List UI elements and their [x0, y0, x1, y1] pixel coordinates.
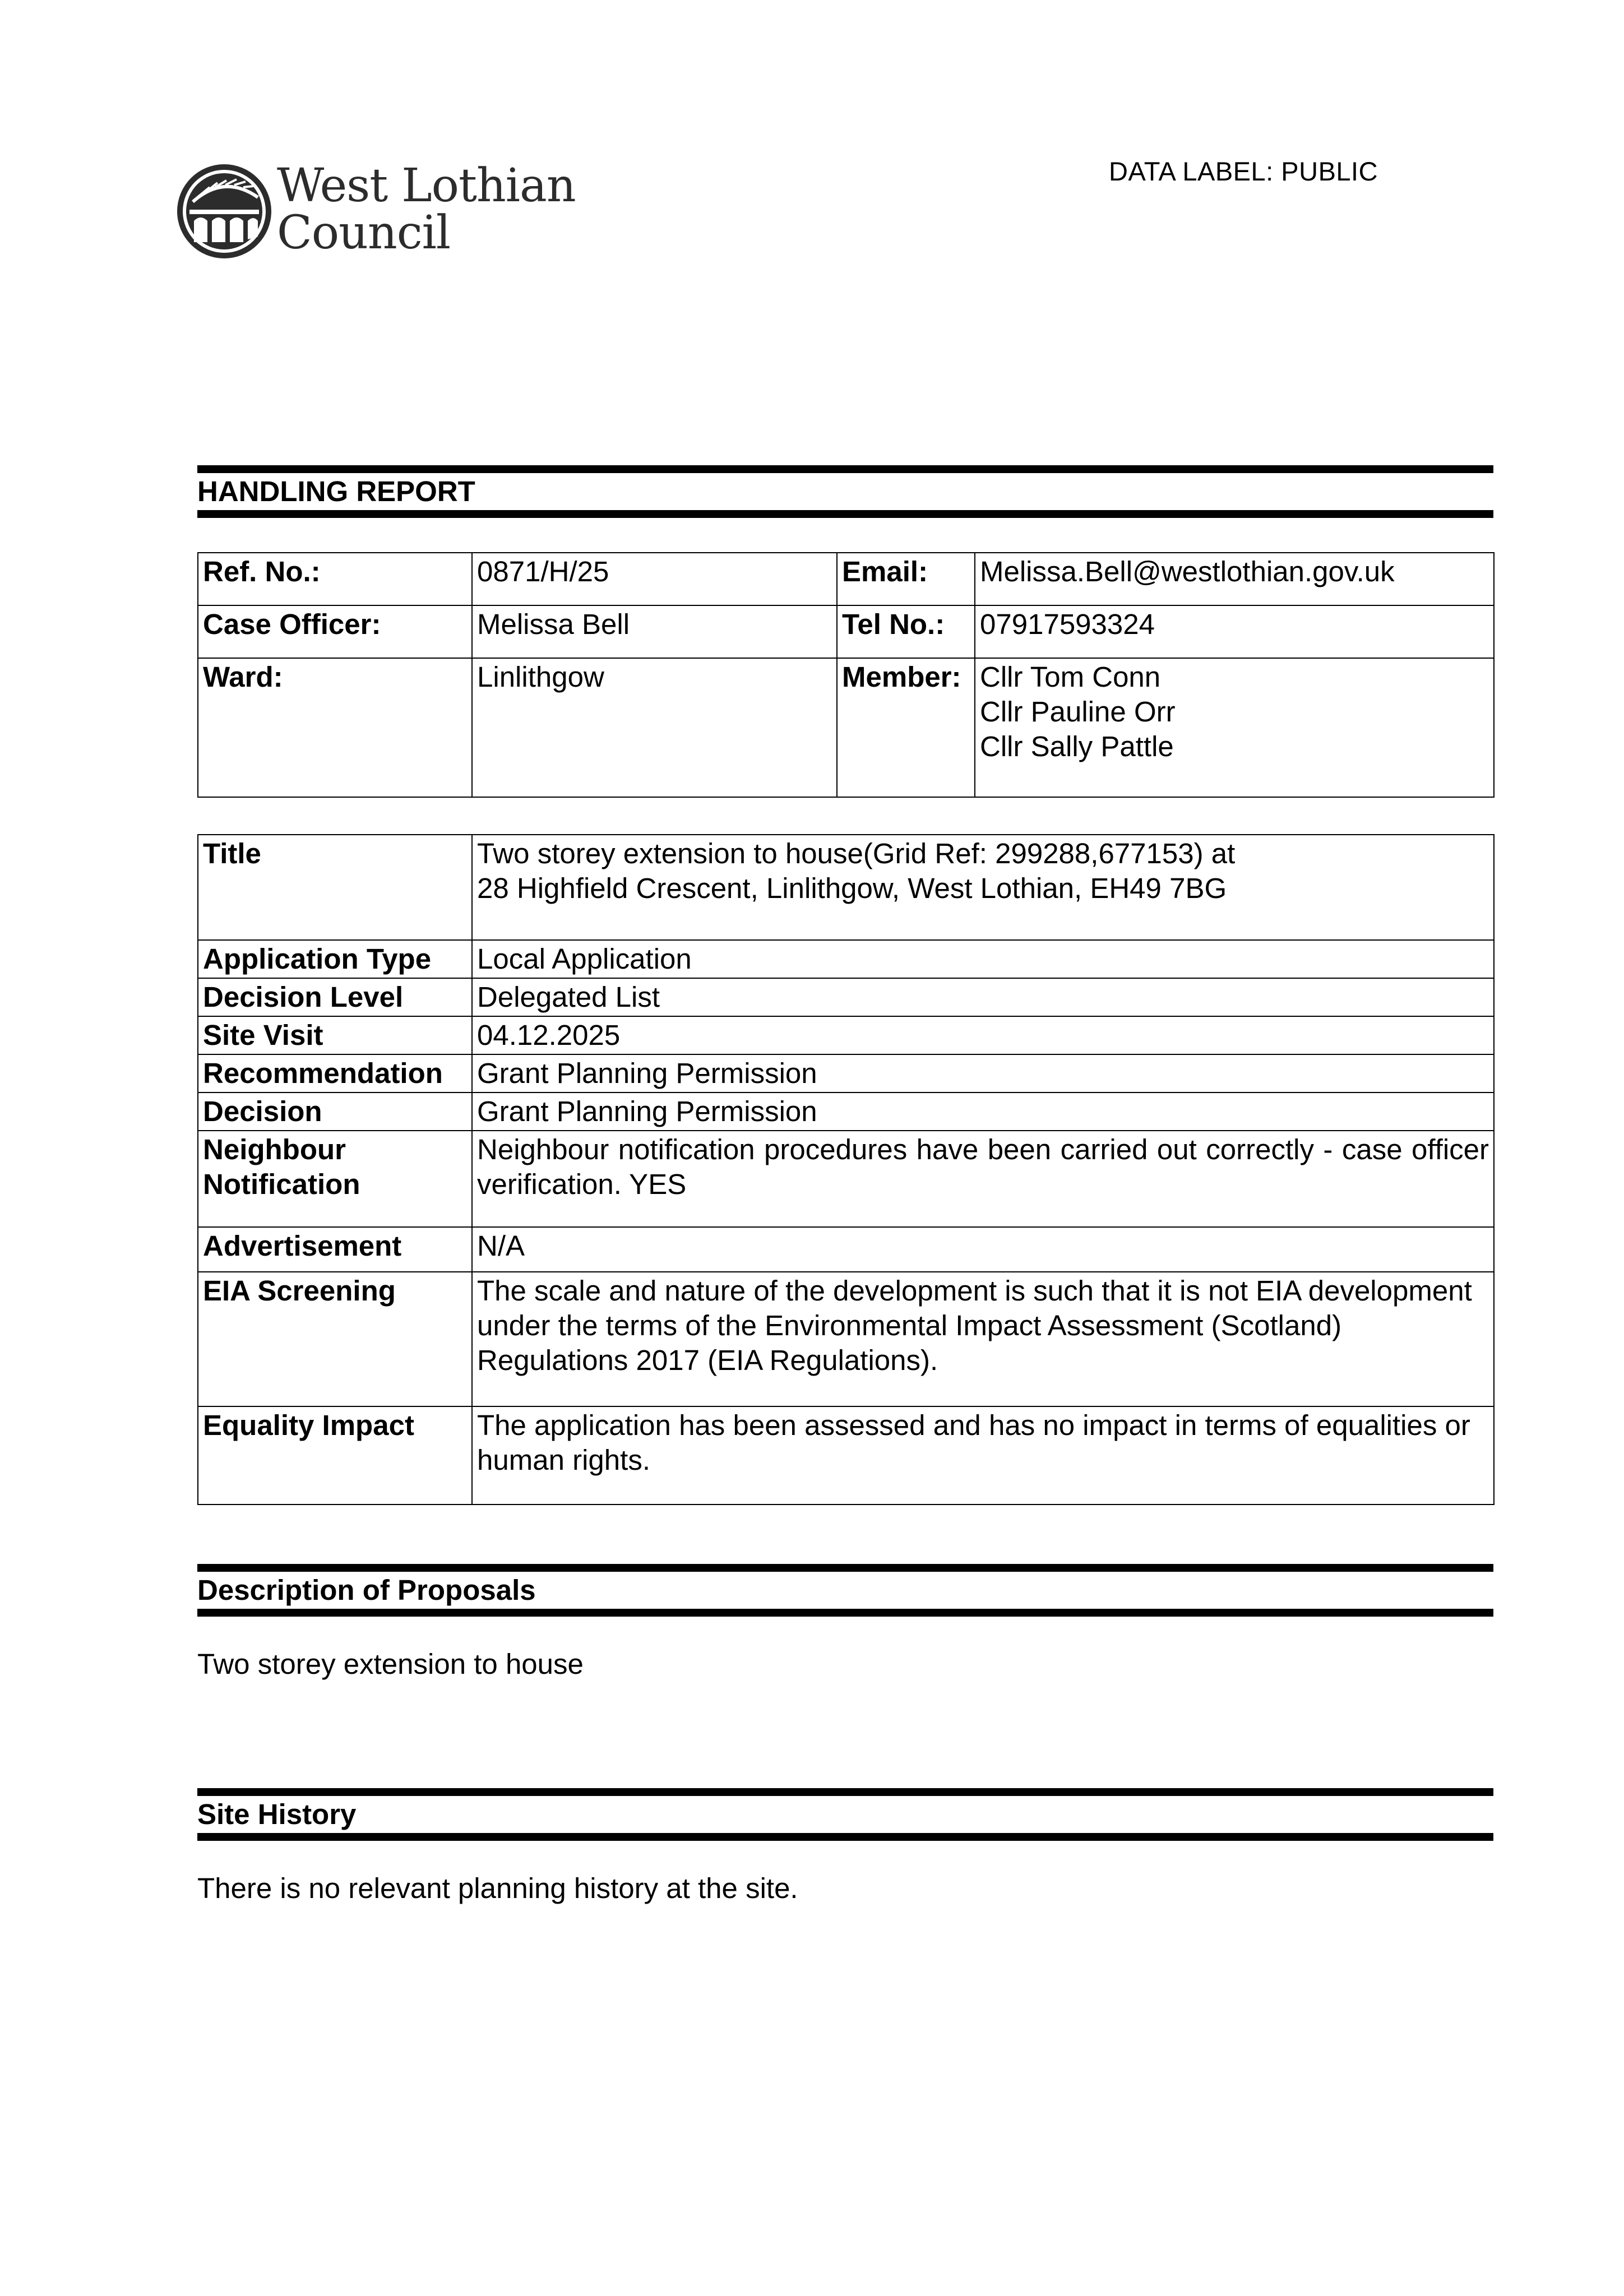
recommendation-value: Grant Planning Permission	[472, 1054, 1494, 1093]
member-item: Cllr Pauline Orr	[980, 696, 1176, 728]
table-row	[198, 1227, 1494, 1272]
member-item: Cllr Sally Pattle	[980, 730, 1174, 762]
application-type-label: Application Type	[198, 940, 472, 978]
logo-line2: Council	[277, 206, 451, 260]
site-visit-label: Site Visit	[198, 1016, 472, 1054]
table-row	[198, 658, 1494, 797]
table-row	[198, 1406, 1494, 1505]
table-row	[198, 978, 1494, 1016]
table-row	[198, 1093, 1494, 1131]
site-history-section	[197, 1788, 1493, 1841]
logo-line1: West Lothian	[277, 159, 576, 212]
email-value: Melissa.Bell@westlothian.gov.uk	[975, 553, 1494, 605]
contact-table	[197, 552, 1495, 798]
recommendation-label: Recommendation	[198, 1054, 472, 1093]
decision-level-label: Decision Level	[198, 978, 472, 1016]
member-item: Cllr Tom Conn	[980, 661, 1161, 693]
data-label: DATA LABEL: PUBLIC	[1109, 156, 1378, 186]
ref-label: Ref. No.:	[198, 553, 472, 605]
ward-value: Linlithgow	[472, 658, 837, 797]
description-heading: Description of Proposals	[197, 1574, 536, 1606]
site-visit-value: 04.12.2025	[472, 1016, 1494, 1054]
council-crest-icon	[175, 158, 276, 265]
handling-report-section	[197, 465, 1493, 518]
title-label: Title	[198, 835, 472, 940]
email-label: Email:	[837, 553, 975, 605]
table-row	[198, 1131, 1494, 1227]
table-row	[198, 1272, 1494, 1406]
advertisement-value: N/A	[472, 1227, 1494, 1272]
ward-label: Ward:	[198, 658, 472, 797]
neighbour-notification-value: Neighbour notification procedures have been carried out correctly - case officer verification. YES	[472, 1131, 1494, 1227]
tel-value: 07917593324	[975, 605, 1494, 658]
decision-label: Decision	[198, 1093, 472, 1131]
application-type-value: Local Application	[472, 940, 1494, 978]
equality-impact-value: The application has been assessed and has no impact in terms of equalities or human rights.	[472, 1406, 1494, 1505]
description-text: Two storey extension to house	[197, 1648, 584, 1680]
ref-value: 0871/H/25	[472, 553, 837, 605]
title-line-1: Two storey extension to house(Grid Ref: 299288,677153) at	[477, 837, 1236, 869]
table-row	[198, 553, 1494, 605]
member-list	[975, 658, 1494, 797]
table-row	[198, 940, 1494, 978]
neighbour-notification-label: Neighbour Notification	[198, 1131, 472, 1227]
title-line-2: 28 Highfield Crescent, Linlithgow, West Lothian, EH49 7BG	[477, 872, 1227, 904]
eia-screening-value: The scale and nature of the development is such that it is not EIA development under the terms of the Environmental Impact Assessment (Scotland) Regulations 2017 (EIA Regulations).	[472, 1272, 1494, 1406]
decision-level-value: Delegated List	[472, 978, 1494, 1016]
member-label: Member:	[837, 658, 975, 797]
case-officer-label: Case Officer:	[198, 605, 472, 658]
table-row	[198, 1016, 1494, 1054]
description-section	[197, 1564, 1493, 1617]
table-row	[198, 605, 1494, 658]
council-logo	[175, 158, 576, 270]
handling-report-heading: HANDLING REPORT	[197, 475, 475, 507]
advertisement-label: Advertisement	[198, 1227, 472, 1272]
table-row	[198, 1054, 1494, 1093]
eia-screening-label: EIA Screening	[198, 1272, 472, 1406]
table-row	[198, 835, 1494, 940]
site-history-text: There is no relevant planning history at the site.	[197, 1872, 798, 1904]
case-officer-value: Melissa Bell	[472, 605, 837, 658]
site-history-heading: Site History	[197, 1798, 357, 1830]
tel-label: Tel No.:	[837, 605, 975, 658]
equality-impact-label: Equality Impact	[198, 1406, 472, 1505]
decision-value: Grant Planning Permission	[472, 1093, 1494, 1131]
details-table	[197, 834, 1495, 1505]
title-value	[472, 835, 1494, 940]
